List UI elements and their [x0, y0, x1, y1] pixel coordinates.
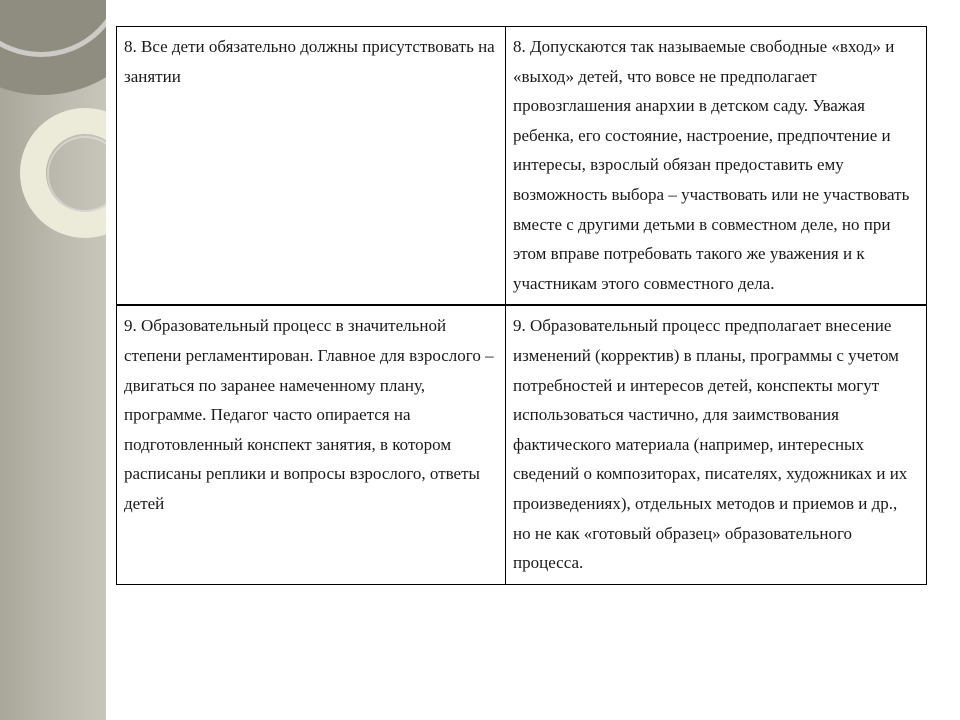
table-cell-right: 8. Допускаются так называемые свободные «вход» и «выход» детей, что вовсе не предполагает провозглашения анархии в детском саду. Уважая ребенка, его состояние, настроение, предпочтение и интересы, взрослый обязан предоставить ему возможность выбора – участвовать или не участвовать вместе с другими детьми в совместном деле, но при этом вправе потребовать такого же уважения и к участникам этого совместного дела.	[506, 27, 927, 306]
table-cell-right: 9. Образовательный процесс предполагает внесение изменений (корректив) в планы, программы с учетом потребностей и интересов детей, конспекты могут использоваться частично, для заимствования фактического материала (например, интересных сведений о композиторах, писателях, художниках и их произведениях), отдельных методов и приемов и др., но не как «готовый образец» образовательного процесса.	[506, 305, 927, 584]
table-cell-left: 8. Все дети обязательно должны присутствовать на занятии	[117, 27, 506, 306]
table-cell-left: 9. Образовательный процесс в значительной степени регламентирован. Главное для взрослого – двигаться по заранее намеченному плану, программе. Педагог часто опирается на подготовленный конспект занятия, в котором расписаны реплики и вопросы взрослого, ответы детей	[117, 305, 506, 584]
table-row	[117, 27, 927, 306]
comparison-table	[116, 26, 927, 585]
decorative-side-panel	[0, 0, 106, 720]
table-row	[117, 305, 927, 584]
